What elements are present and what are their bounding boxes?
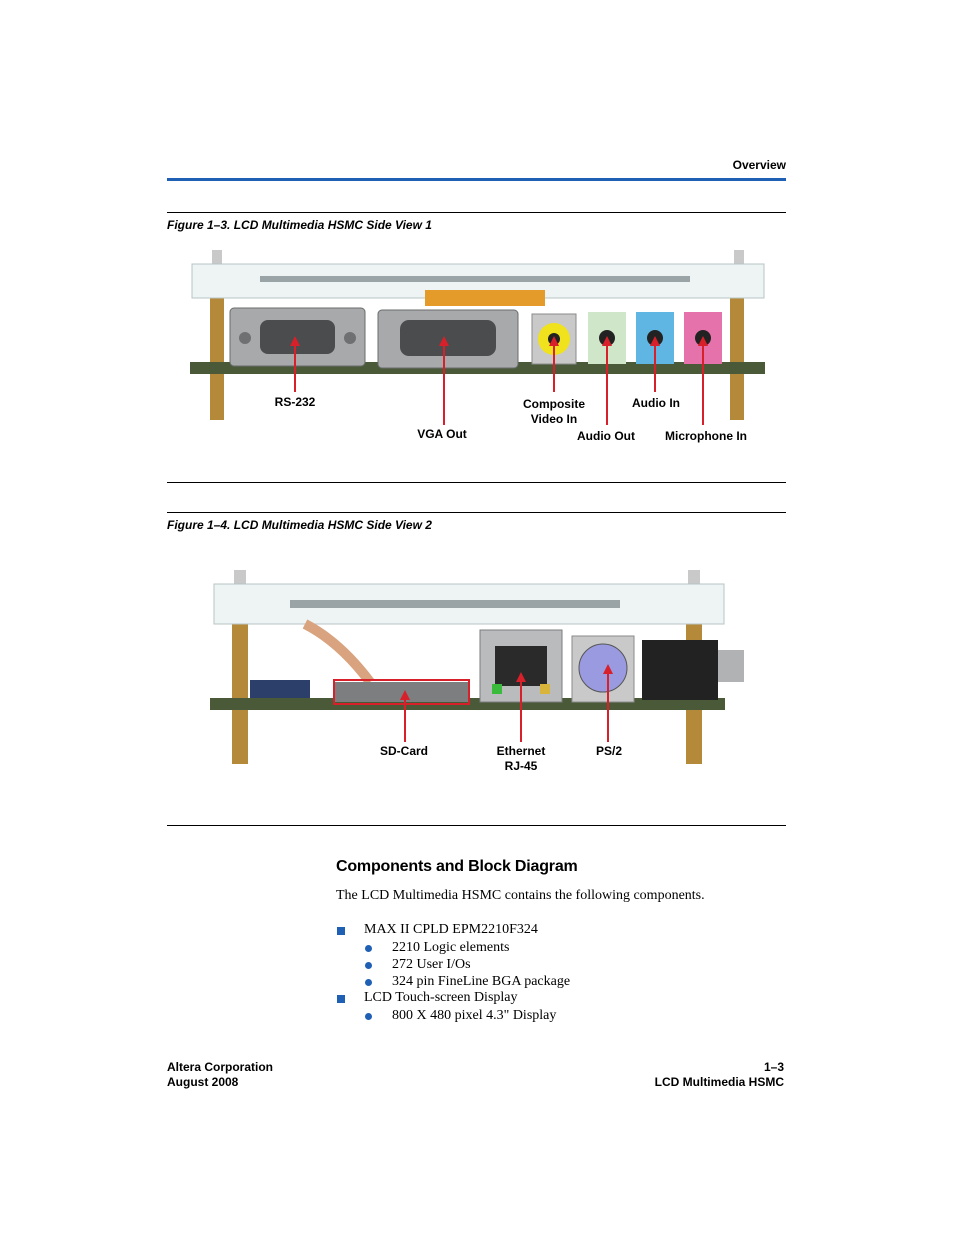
- sub-list-item: 272 User I/Os: [392, 957, 471, 972]
- section-heading: Components and Block Diagram: [336, 858, 578, 875]
- header-rule: [167, 178, 786, 181]
- side-view-2-photo: [210, 562, 770, 772]
- round-bullet-icon: [365, 979, 372, 986]
- square-bullet-icon: [337, 927, 345, 935]
- callout-audio-out: Audio Out: [577, 429, 635, 443]
- callout-rs232: RS-232: [274, 395, 316, 409]
- brass-standoff: [210, 290, 224, 420]
- callout-composite-video-in: Composite Video In: [522, 397, 585, 426]
- running-header: Overview: [732, 158, 786, 172]
- callout-audio-in: Audio In: [632, 396, 680, 410]
- callout-sd-card: SD-Card: [379, 744, 428, 758]
- figure-bottom-rule: [167, 482, 786, 483]
- side-view-1-photo: [190, 250, 770, 480]
- footer-doc-title: LCD Multimedia HSMC: [654, 1075, 784, 1089]
- brass-standoff: [232, 622, 248, 764]
- sub-list-item: 2210 Logic elements: [392, 940, 510, 955]
- square-bullet-icon: [337, 995, 345, 1003]
- callout-vga-out: VGA Out: [417, 427, 467, 441]
- footer-date: August 2008: [167, 1075, 239, 1089]
- intro-paragraph: The LCD Multimedia HSMC contains the following components.: [336, 888, 705, 903]
- callout-ps2: PS/2: [595, 744, 622, 758]
- callout-ethernet-rj45: Ethernet RJ-45: [496, 744, 546, 773]
- figure-caption: Figure 1–3. LCD Multimedia HSMC Side View 1: [167, 218, 432, 232]
- round-bullet-icon: [365, 962, 372, 969]
- sub-list-item: 800 X 480 pixel 4.3" Display: [392, 1008, 557, 1023]
- callout-microphone-in: Microphone In: [665, 429, 747, 443]
- figure-caption: Figure 1–4. LCD Multimedia HSMC Side View 2: [167, 518, 432, 532]
- round-bullet-icon: [365, 1013, 372, 1020]
- figure-bottom-rule: [167, 825, 786, 826]
- list-item: MAX II CPLD EPM2210F324: [364, 922, 538, 937]
- figure-top-rule: [167, 212, 786, 213]
- round-bullet-icon: [365, 945, 372, 952]
- footer-company: Altera Corporation: [167, 1060, 274, 1074]
- sub-list-item: 324 pin FineLine BGA package: [392, 974, 571, 989]
- figure-top-rule: [167, 512, 786, 513]
- footer-page-number: 1–3: [763, 1060, 784, 1074]
- brass-standoff: [730, 290, 744, 420]
- list-item: LCD Touch-screen Display: [364, 990, 518, 1005]
